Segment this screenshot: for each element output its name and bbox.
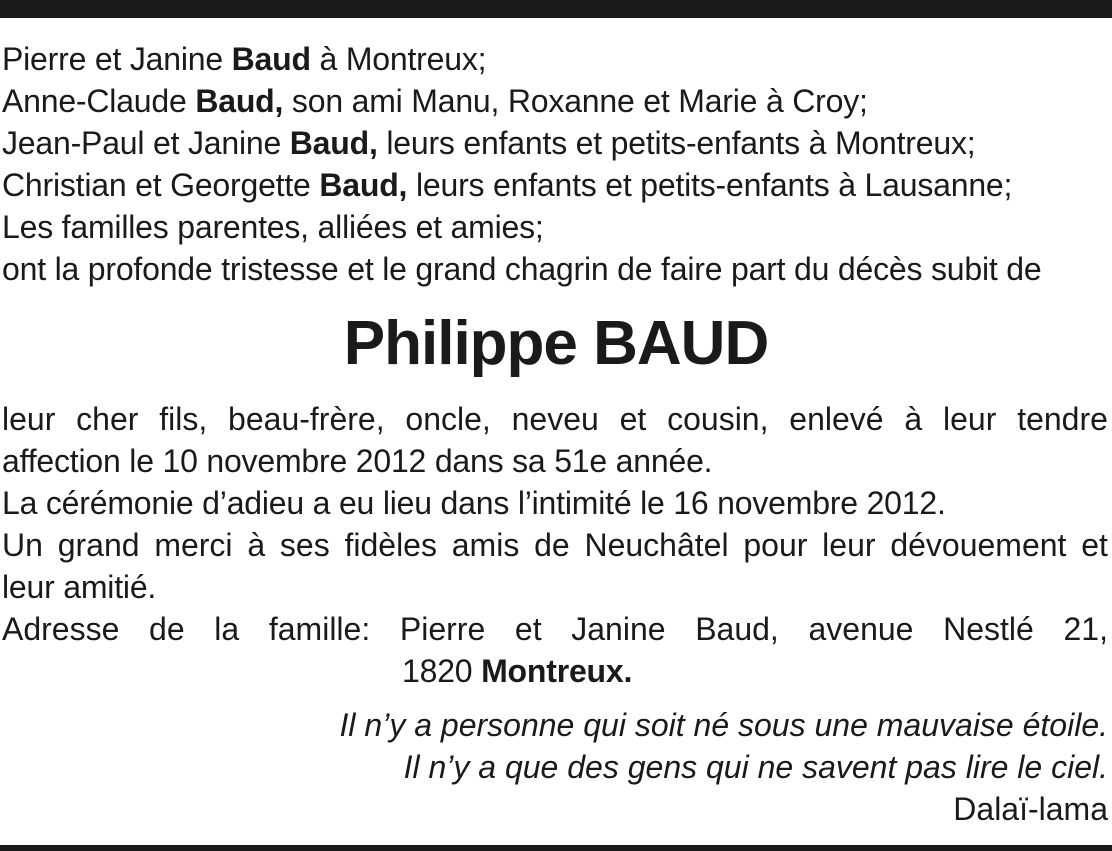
family-line-4-pre: Christian et Georgette xyxy=(2,167,311,203)
body-line-4-word: Neuchâtel xyxy=(584,527,729,563)
body-line-1-word: enlevé xyxy=(789,401,884,437)
body-line-1-word: cousin, xyxy=(667,401,769,437)
address-line-word: avenue xyxy=(808,611,914,647)
family-line-3-pre: Jean-Paul et Janine xyxy=(2,125,282,161)
address-line xyxy=(2,608,1108,650)
body-line-1-word: fils, xyxy=(159,401,208,437)
address-line-word: Nestlé xyxy=(943,611,1034,647)
body-line-4-word: amis xyxy=(451,527,520,563)
body-line-4-word: merci xyxy=(154,527,233,563)
family-line-2-pre: Anne-Claude xyxy=(2,83,187,119)
family-line-1-pre: Pierre et Janine xyxy=(2,41,223,77)
body-line-4-word: à xyxy=(247,527,266,563)
top-rule xyxy=(0,0,1112,18)
bottom-rule xyxy=(0,845,1112,851)
family-line-6: ont la profonde tristesse et le grand chagrin de faire part du décès subit de xyxy=(2,251,1042,287)
body-line-1-word: cher xyxy=(76,401,139,437)
body-line-1-word: tendre xyxy=(1017,401,1108,437)
address-line-word: Baud, xyxy=(695,611,779,647)
address-line-word: Pierre xyxy=(399,611,486,647)
family-line-1-surname: Baud xyxy=(231,41,311,77)
family-line-4 xyxy=(2,164,1012,206)
family-line-4-surname: Baud, xyxy=(319,167,408,203)
address-line-word: Adresse xyxy=(2,611,120,647)
address-zip: 1820 xyxy=(402,653,473,689)
body-line-1-word: neveu xyxy=(511,401,599,437)
deceased-name: Philippe BAUD xyxy=(343,309,769,378)
family-line-2-post: son ami Manu, Roxanne et Marie à Croy; xyxy=(291,83,868,119)
family-line-2-surname: Baud, xyxy=(195,83,284,119)
family-line-2 xyxy=(2,80,868,122)
body-line-4 xyxy=(2,524,1108,566)
family-line-5: Les familles parentes, alliées et amies; xyxy=(2,209,544,245)
body-line-1-word: leur xyxy=(2,401,56,437)
body-line-4-word: et xyxy=(1081,527,1108,563)
family-line-3 xyxy=(2,122,975,164)
address-city: Montreux. xyxy=(481,653,633,689)
family-line-4-post: leurs enfants et petits-enfants à Lausanne; xyxy=(415,167,1013,203)
address-city-line xyxy=(402,650,632,692)
address-line-word: famille: xyxy=(268,611,371,647)
body-line-4-word: ses xyxy=(279,527,330,563)
body-line-4-word: dévouement xyxy=(890,527,1067,563)
body-line-1 xyxy=(2,398,1108,440)
body-line-1-word: à xyxy=(904,401,923,437)
body-line-1-word: et xyxy=(619,401,647,437)
body-line-5: leur amitié. xyxy=(2,569,157,605)
address-line-word: de xyxy=(149,611,185,647)
family-line-3-surname: Baud, xyxy=(289,125,378,161)
address-line-word: la xyxy=(214,611,240,647)
body-line-4-word: Un xyxy=(2,527,43,563)
body-line-1-word: leur xyxy=(943,401,997,437)
body-line-1-word: oncle, xyxy=(405,401,491,437)
body-line-2: affection le 10 novembre 2012 dans sa 51e année. xyxy=(2,443,713,479)
quote-author: Dalaï-lama xyxy=(953,791,1108,827)
quote-line-2: Il n’y a que des gens qui ne savent pas lire le ciel. xyxy=(403,749,1108,785)
quote-line-1: Il n’y a personne qui soit né sous une mauvaise étoile. xyxy=(339,707,1108,743)
family-line-1-post: à Montreux; xyxy=(319,41,487,77)
body-line-4-word: leur xyxy=(822,527,876,563)
address-line-word: Janine xyxy=(571,611,666,647)
family-line-3-post: leurs enfants et petits-enfants à Montreux; xyxy=(386,125,976,161)
body-line-4-word: grand xyxy=(57,527,140,563)
body-line-1-word: beau-frère, xyxy=(228,401,385,437)
family-line-1 xyxy=(2,38,486,80)
body-line-3: La cérémonie d’adieu a eu lieu dans l’intimité le 16 novembre 2012. xyxy=(2,485,946,521)
body-line-4-word: pour xyxy=(743,527,808,563)
address-line-word: et xyxy=(514,611,542,647)
address-line-word: 21, xyxy=(1063,611,1108,647)
body-line-4-word: fidèles xyxy=(344,527,437,563)
body-line-4-word: de xyxy=(534,527,570,563)
